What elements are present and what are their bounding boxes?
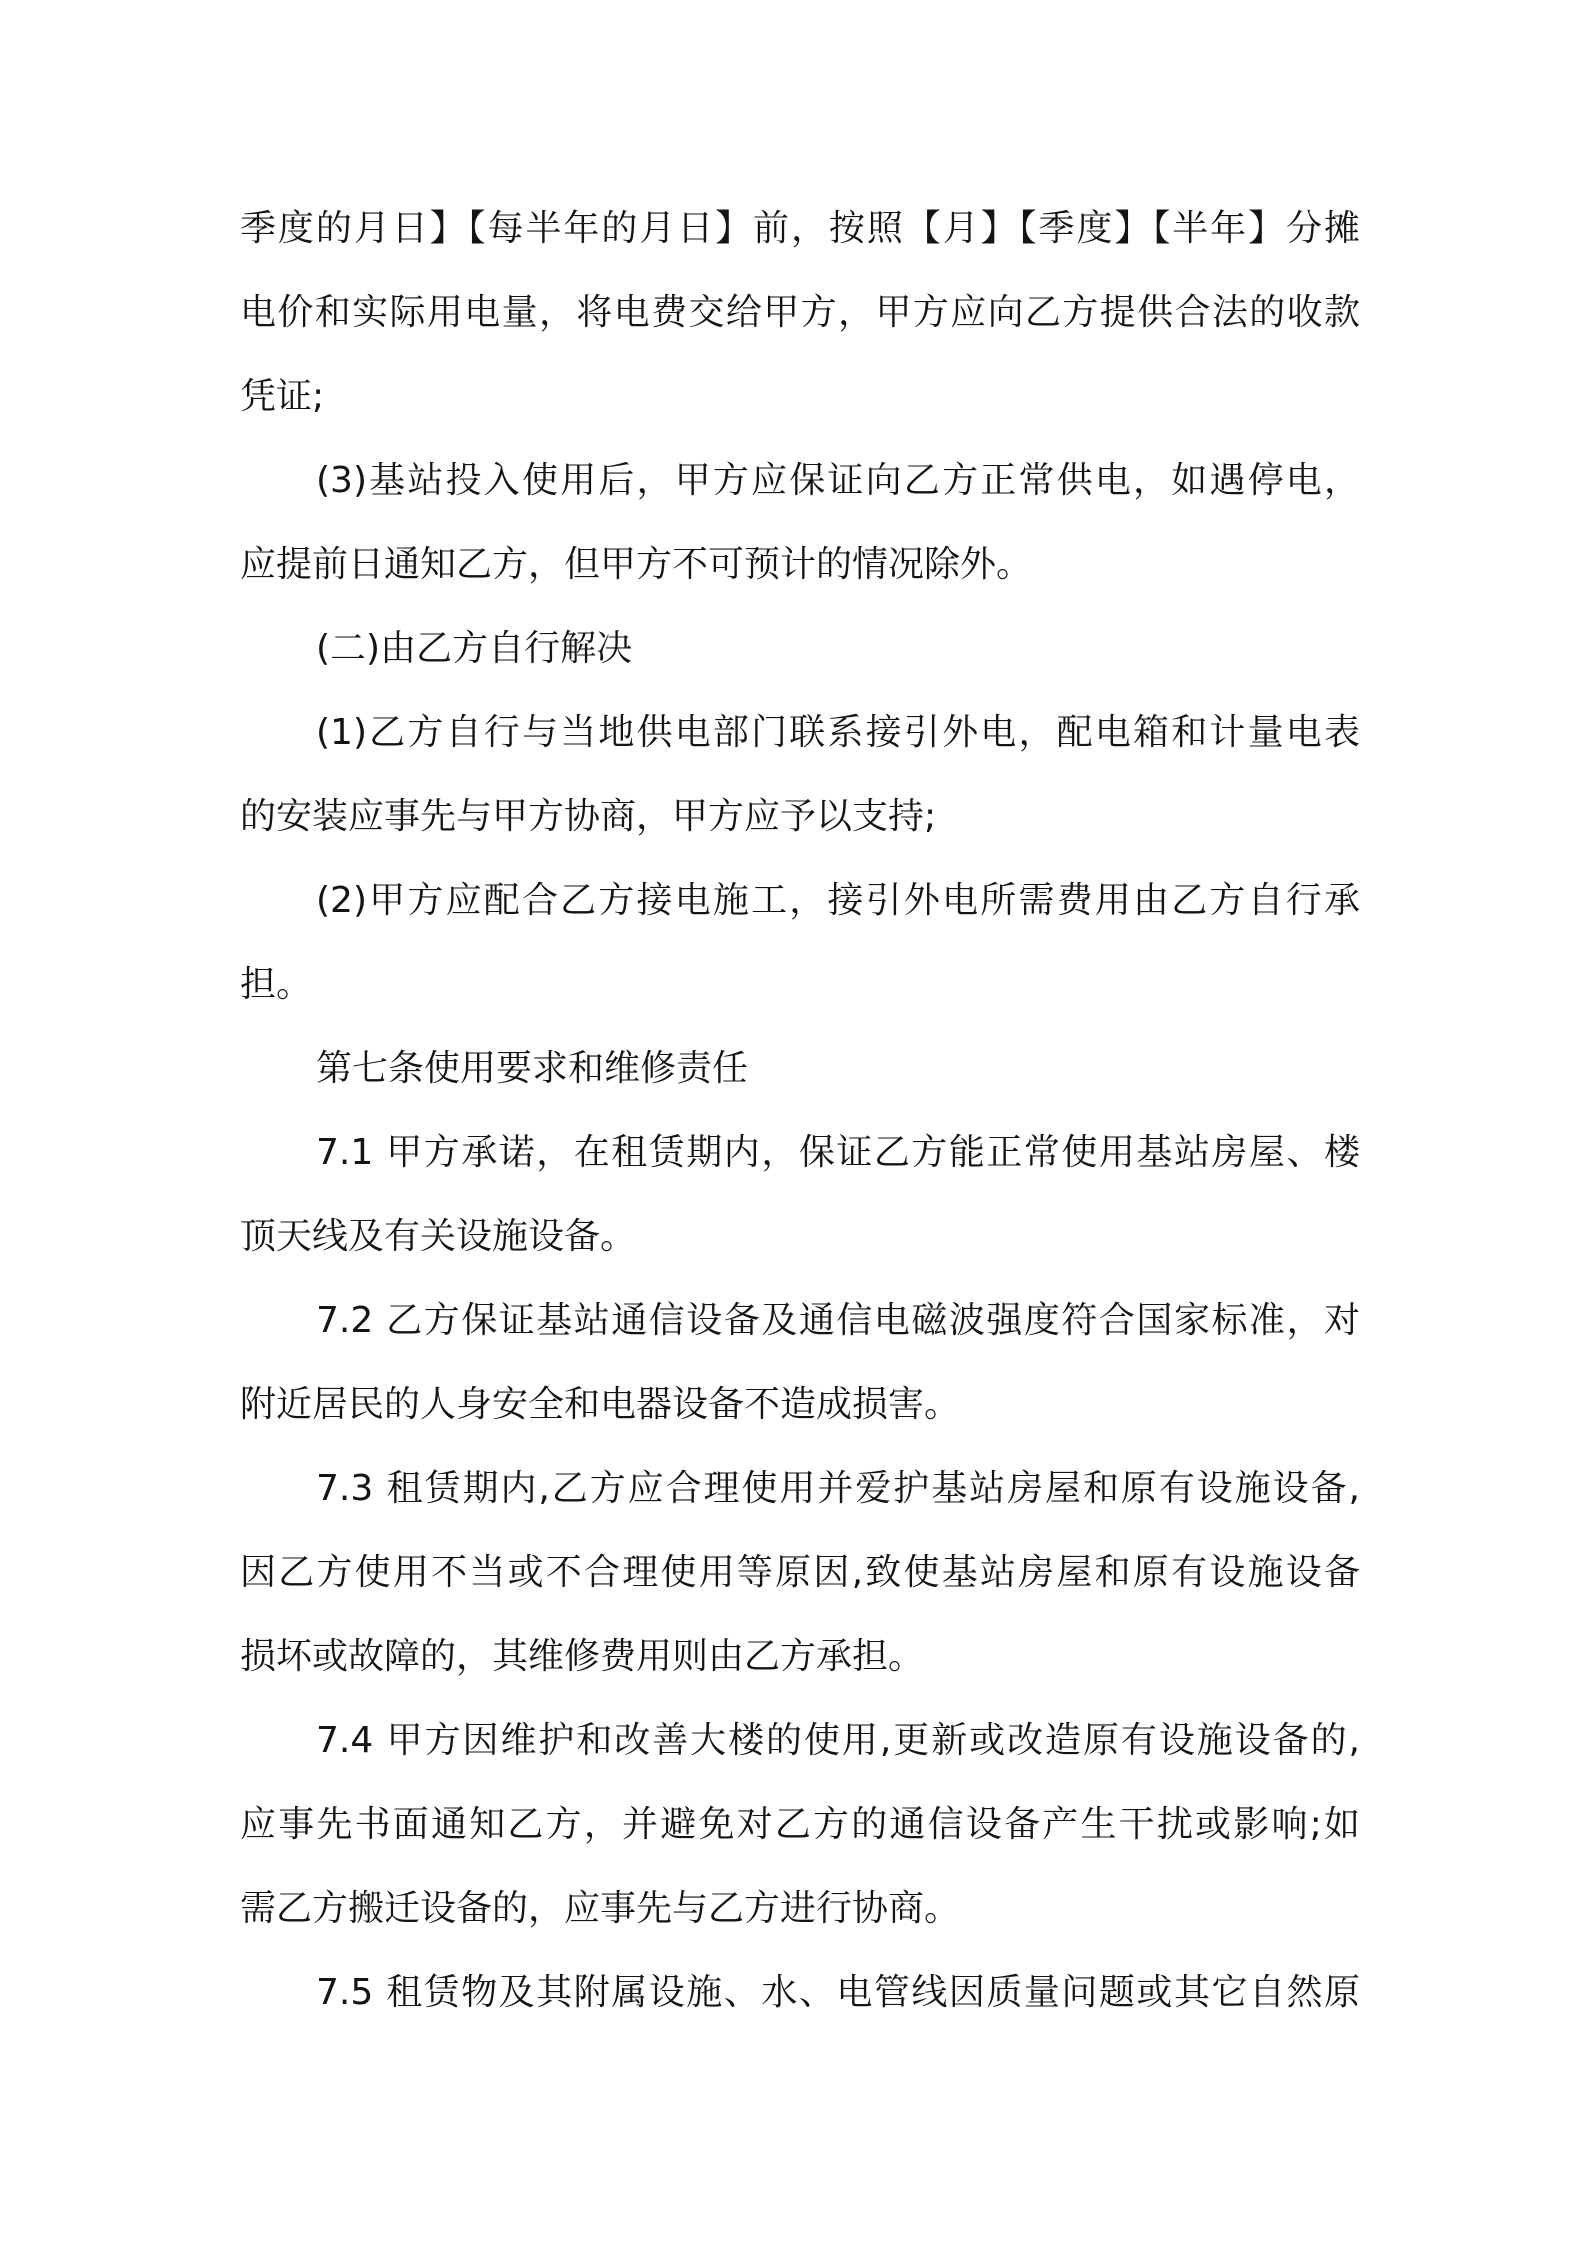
text-line: 因乙方使用不当或不合理使用等原因,致使基站房屋和原有设施设备	[240, 1552, 1360, 1593]
text-line: 担。	[240, 964, 313, 1005]
text-line: 附近居民的人身安全和电器设备不造成损害。	[240, 1384, 961, 1425]
text-line: 凭证;	[240, 376, 325, 417]
text-line: 7.4 甲方因维护和改善大楼的使用,更新或改造原有设施设备的,	[316, 1720, 1360, 1761]
text-line: 电价和实际用电量，将电费交给甲方，甲方应向乙方提供合法的收款	[240, 292, 1360, 333]
text-line: 7.1 甲方承诺，在租赁期内，保证乙方能正常使用基站房屋、楼	[316, 1132, 1360, 1173]
text-line: 的安装应事先与甲方协商，甲方应予以支持;	[240, 796, 937, 837]
section-heading: (二)由乙方自行解决	[316, 628, 633, 669]
text-line: (1)乙方自行与当地供电部门联系接引外电，配电箱和计量电表	[316, 712, 1360, 753]
text-line: 7.2 乙方保证基站通信设备及通信电磁波强度符合国家标准，对	[316, 1300, 1360, 1341]
text-line: 损坏或故障的，其维修费用则由乙方承担。	[240, 1636, 925, 1677]
text-line: 顶天线及有关设施设备。	[240, 1216, 637, 1257]
article-heading: 第七条使用要求和维修责任	[316, 1048, 749, 1089]
text-line: 应事先书面通知乙方，并避免对乙方的通信设备产生干扰或影响;如	[240, 1804, 1360, 1845]
text-line: 季度的月日】【每半年的月日】前，按照【月】【季度】【半年】分摊	[240, 208, 1360, 249]
text-line: (3)基站投入使用后，甲方应保证向乙方正常供电，如遇停电，	[316, 460, 1360, 501]
text-line: 7.5 租赁物及其附属设施、水、电管线因质量问题或其它自然原	[316, 1972, 1360, 2013]
text-line: 7.3 租赁期内,乙方应合理使用并爱护基站房屋和原有设施设备,	[316, 1468, 1360, 1509]
text-line: (2)甲方应配合乙方接电施工，接引外电所需费用由乙方自行承	[316, 880, 1360, 921]
text-line: 应提前日通知乙方，但甲方不可预计的情况除外。	[240, 544, 1033, 585]
text-line: 需乙方搬迁设备的，应事先与乙方进行协商。	[240, 1888, 961, 1929]
